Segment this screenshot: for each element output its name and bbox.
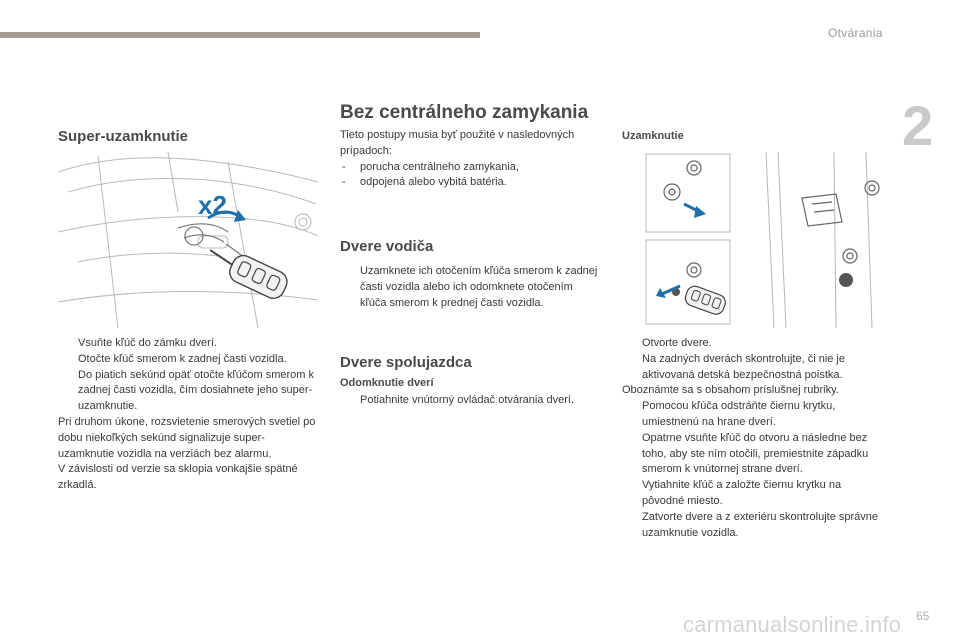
list-item: Otvorte dvere.: [642, 337, 712, 349]
list-item: - porucha centrálneho zamykania,: [342, 160, 519, 173]
page-number: 65: [916, 609, 930, 623]
watermark: carmanualsonline.info: [683, 612, 902, 637]
heading-passenger-door: Dvere spolujazdca: [340, 354, 472, 371]
list-item: Vsuňte kľúč do zámku dverí.: [78, 337, 217, 349]
list-item: Potiahnite vnútorný ovládač otvárania dverí.: [360, 394, 575, 406]
subheading-locking: Uzamknutie: [622, 130, 684, 142]
list-item: Zatvorte dvere a z exteriéru skontrolujte správne uzamknutie vozidla.: [642, 510, 879, 539]
list-item: Uzamknete ich otočením kľúča smerom k zadnej časti vozidla alebo ich odomknete otočením kľúča smerom k prednej časti vozidla.: [360, 265, 598, 309]
passenger-door-text: [340, 393, 602, 409]
twice-badge: x2: [198, 190, 227, 220]
illustration-car-door-key: [58, 152, 318, 328]
chapter-number: 2: [902, 94, 934, 157]
driver-door-text: [340, 264, 602, 311]
locking-text: [622, 336, 884, 541]
no-central-text: [340, 128, 590, 191]
heading-driver-door: Dvere vodiča: [340, 238, 434, 255]
illustration-door-latch: [636, 152, 898, 328]
super-lock-text: [58, 336, 320, 494]
heading-super-lock: Super-uzamknutie: [58, 128, 189, 145]
door-latch-drawing: [636, 152, 898, 328]
no-central-intro: Tieto postupy musia byť použité v nasledovných prípadoch:: [340, 129, 575, 157]
list-item: Opatrne vsuňte kľúč do otvoru a následne bez toho, aby ste ním otočili, premiestnite západku smerom k vnútornej strane dverí.: [642, 431, 869, 476]
list-item: Do piatich sekúnd opäť otočte kľúčom smerom k zadnej časti vozidla, čím dosiahnete jeho super-uzamknutie.: [78, 368, 314, 413]
subheading-unlocking: Odomknutie dverí: [340, 377, 434, 389]
list-item: Vytiahnite kľúč a založte čiernu krytku na pôvodné miesto.: [642, 479, 842, 507]
car-door-drawing: [58, 152, 318, 328]
list-item: - odpojená alebo vybitá batéria.: [342, 176, 507, 189]
locking-note: Oboznámte sa s obsahom príslušnej rubriky.: [622, 384, 839, 397]
list-item: Na zadných dverách skontrolujte, či nie je aktivovaná detská bezpečnostná poistka.: [642, 352, 845, 381]
list-item: Otočte kľúč smerom k zadnej časti vozidla.: [78, 352, 287, 365]
super-lock-note-signal: Pri druhom úkone, rozsvietenie smerových svetiel po dobu niekoľkých sekúnd signalizuje super-uzamknutie vozidla na verziách bez alarmu.: [58, 415, 316, 460]
section-name: Otvárania: [828, 26, 883, 40]
list-item: Pomocou kľúča odstráňte čiernu krytku, umiestnenú na hrane dverí.: [642, 400, 836, 428]
header-bar: [0, 32, 480, 38]
super-lock-note-mirrors: V závislosti od verzie sa sklopia vonkajšie spätné zrkadlá.: [58, 463, 298, 492]
heading-no-central-locking: Bez centrálneho zamykania: [340, 102, 589, 123]
